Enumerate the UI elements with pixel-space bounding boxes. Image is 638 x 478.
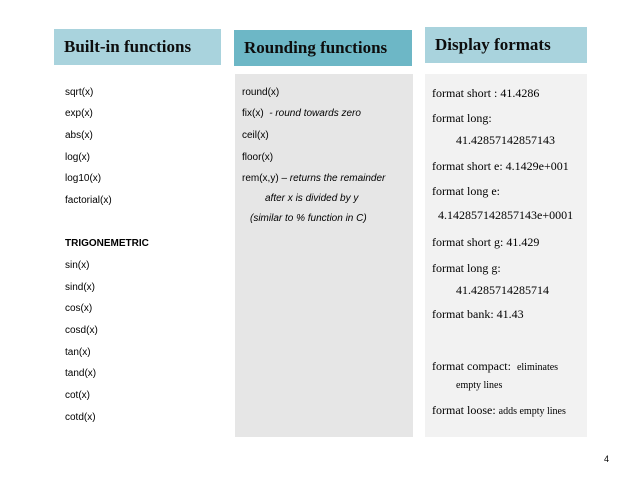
trig-item: tand(x) <box>65 368 97 379</box>
builtin-item: sqrt(x) <box>65 87 94 98</box>
compact-label: format compact: <box>432 359 511 373</box>
compact-description-continued: empty lines <box>456 380 503 391</box>
builtin-item: log(x) <box>65 152 91 163</box>
rem-description: returns the remainder <box>289 173 386 184</box>
format-loose <box>432 403 566 418</box>
trig-item: cot(x) <box>65 390 90 401</box>
trig-item: cosd(x) <box>65 325 98 336</box>
builtin-item: abs(x) <box>65 130 93 141</box>
format-short-e: format short e: 4.1429e+001 <box>432 159 569 173</box>
format-long-g-value: 41.4285714285714 <box>456 283 549 297</box>
format-long-value: 41.42857142857143 <box>456 133 555 147</box>
rounding-item-fix <box>242 108 361 119</box>
format-bank: format bank: 41.43 <box>432 307 524 321</box>
format-short: format short : 41.4286 <box>432 86 540 100</box>
trig-item: sin(x) <box>65 260 90 271</box>
format-long-e-value: 4.142857142857143e+0001 <box>438 208 574 222</box>
builtin-item: factorial(x) <box>65 195 112 206</box>
trig-item: sind(x) <box>65 282 96 293</box>
rem-description-continued: after x is divided by y <box>265 193 359 204</box>
trig-item: cos(x) <box>65 303 93 314</box>
format-long-e: format long e: <box>432 184 500 198</box>
builtin-item: log10(x) <box>65 173 102 184</box>
display-panel <box>425 74 587 437</box>
loose-description: adds empty lines <box>498 406 566 417</box>
header-display-formats: Display formats <box>425 27 587 63</box>
rounding-item-ceil: ceil(x) <box>242 130 269 141</box>
trig-heading: TRIGONEMETRIC <box>65 238 149 249</box>
compact-description: eliminates <box>516 362 559 373</box>
fix-description: - round towards zero <box>269 108 361 119</box>
fix-function: fix(x) <box>242 108 264 119</box>
format-short-g: format short g: 41.429 <box>432 235 540 249</box>
rem-function: rem(x,y) – <box>242 173 287 184</box>
format-long: format long: <box>432 111 492 125</box>
rounding-item-floor: floor(x) <box>242 152 274 163</box>
rounding-item-round: round(x) <box>242 87 280 98</box>
page-number: 4 <box>604 454 610 464</box>
header-rounding-functions: Rounding functions <box>234 30 412 66</box>
header-builtin-functions: Built-in functions <box>54 29 221 65</box>
loose-label: format loose: <box>432 403 496 417</box>
rem-note: (similar to % function in C) <box>250 213 367 224</box>
format-long-g: format long g: <box>432 261 501 275</box>
trig-item: cotd(x) <box>65 412 96 423</box>
trig-item: tan(x) <box>65 347 91 358</box>
format-compact <box>432 359 558 374</box>
rounding-panel <box>235 74 413 437</box>
rounding-item-rem <box>242 173 385 184</box>
builtin-item: exp(x) <box>65 108 93 119</box>
